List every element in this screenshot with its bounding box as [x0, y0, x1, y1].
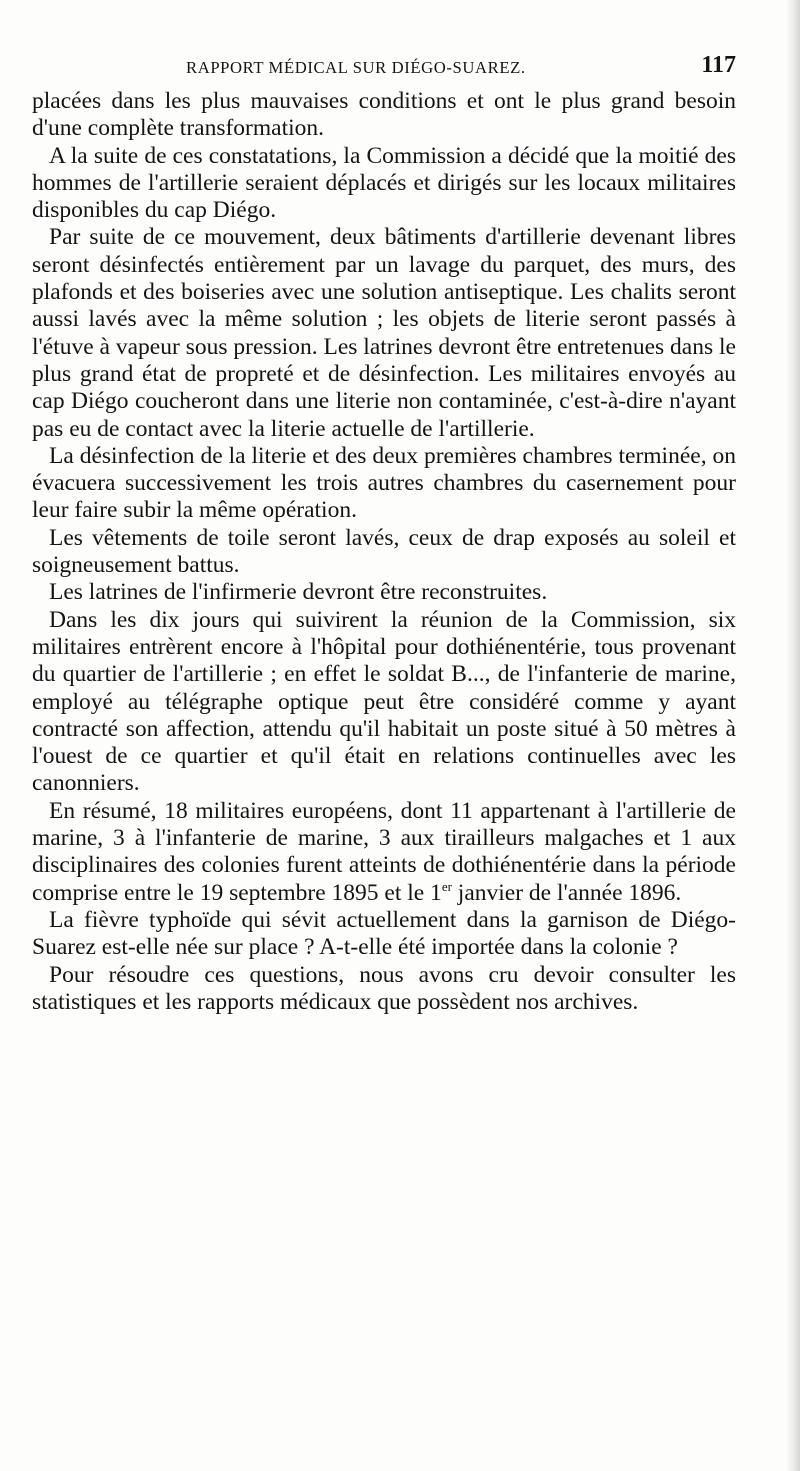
paragraph: Pour résoudre ces questions, nous avons cru devoir consulter les statistiques et les rapports médicaux que possèdent nos archives.	[32, 961, 736, 1015]
paragraph-summary	[32, 798, 736, 907]
paragraph: A la suite de ces constatations, la Commission a décidé que la moitié des hommes de l'artillerie seraient déplacés et dirigés sur les locaux militaires disponibles du cap Diégo.	[32, 142, 736, 224]
summary-text-end: janvier de l'année 1896.	[451, 879, 682, 906]
page-number: 117	[701, 52, 736, 78]
running-head: RAPPORT MÉDICAL SUR DIÉGO-SUAREZ.	[186, 58, 526, 77]
paragraph: La désinfection de la literie et des deux premières chambres terminée, on évacuera successivement les trois autres chambres du casernement pour leur faire subir la même opération.	[32, 442, 736, 524]
page-header	[186, 54, 746, 82]
paragraph: La fièvre typhoïde qui sévit actuellement dans la garnison de Diégo-Suarez est-elle née sur place ? A-t-elle été importée dans la colonie ?	[32, 906, 736, 961]
paragraph: Les latrines de l'infirmerie devront être reconstruites.	[49, 579, 548, 606]
summary-text-start: En résumé, 18 militaires européens, dont 11 appartenant à l'artillerie de marine, 3 à l'infanterie de marine, 3 aux tirailleurs malgaches et 1 aux disciplinaires des colonies furent atteints de dothiénentérie dans la période comprise entre le 19 septembre 1895 et le 1	[32, 797, 736, 906]
page-edge-shadow	[786, 0, 800, 1471]
paragraph: Par suite de ce mouvement, deux bâtiments d'artillerie devenant libres seront désinfectés entièrement par un lavage du parquet, des murs, des plafonds et des boiseries avec une solution antiseptique. Les chalits seront aussi lavés avec la même solution ; les objets de literie seront passés à l'étuve à vapeur sous pression. Les latrines devront être entretenues dans le plus grand état de propreté et de désinfection. Les militaires envoyés au cap Diégo coucheront dans une literie non contaminée, c'est-à-dire n'ayant pas eu de contact avec la literie actuelle de l'artillerie.	[32, 224, 736, 442]
ordinal-superscript: er	[441, 878, 452, 894]
paragraph-continued: placées dans les plus mauvaises conditions et ont le plus grand besoin d'une complète transformation.	[32, 88, 736, 142]
paragraph: Dans les dix jours qui suivirent la réunion de la Commission, six militaires entrèrent encore à l'hôpital pour dothiénentérie, tous provenant du quartier de l'artillerie ; en effet le soldat B..., de l'infanterie de marine, employé au télégraphe optique peut être considéré comme y ayant contracté son affection, attendu qu'il habitait un poste situé à 50 mètres à l'ouest de ce quartier et qu'il était en relations continuelles avec les canonniers.	[32, 606, 736, 797]
body-text	[32, 88, 736, 1016]
paragraph: Les vêtements de toile seront lavés, ceux de drap exposés au soleil et soigneusement battus.	[32, 524, 736, 579]
